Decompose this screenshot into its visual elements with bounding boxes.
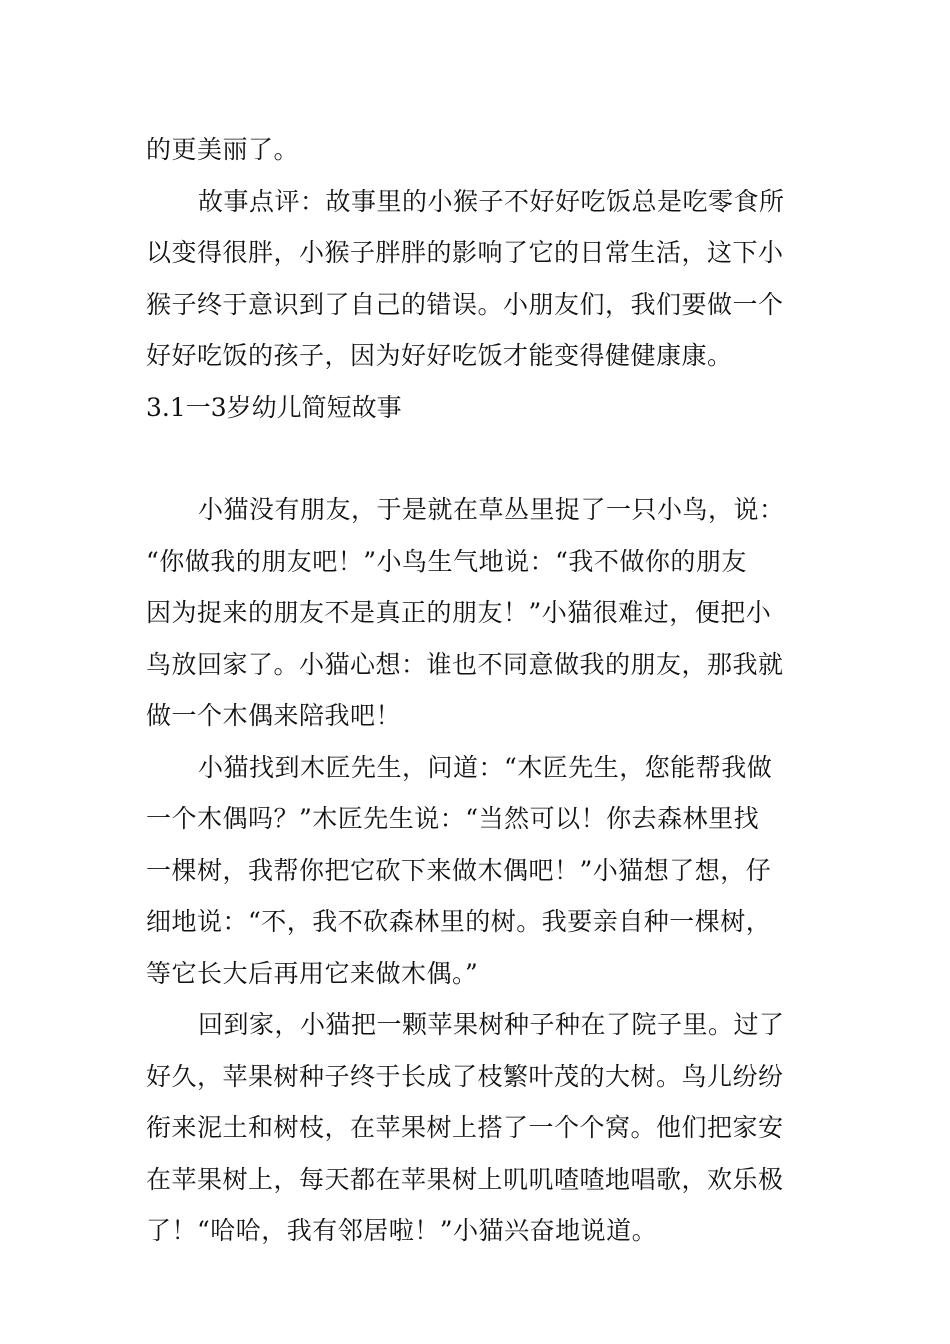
paragraph-line: 细地说：“不，我不砍森林里的树。我要亲自种一棵树， <box>146 907 772 936</box>
paragraph-line: 猴子终于意识到了自己的错误。小朋友们，我们要做一个 <box>146 289 784 319</box>
paragraph-line: “你做我的朋友吧！”小鸟生气地说：“我不做你的朋友 <box>146 546 747 576</box>
paragraph-line: 故事点评：故事里的小猴子不好好吃饭总是吃零食所 <box>198 186 785 216</box>
document-page <box>146 124 808 1257</box>
paragraph-line: 等它长大后再用它来做木偶。” <box>146 958 479 988</box>
paragraph-line: 以变得很胖，小猴子胖胖的影响了它的日常生活，这下小 <box>146 238 784 267</box>
paragraph-line: 好久，苹果树种子终于长成了枝繁叶茂的大树。鸟儿纷纷 <box>146 1061 784 1091</box>
paragraph-line: 了！“哈哈，我有邻居啦！”小猫兴奋地说道。 <box>146 1216 658 1245</box>
paragraph-line: 回到家，小猫把一颗苹果树种子种在了院子里。过了 <box>198 1010 785 1039</box>
paragraph-line: 衔来泥土和树枝，在苹果树上搭了一个个窝。他们把家安 <box>146 1113 784 1142</box>
paragraph-line: 做一个木偶来陪我吧！ <box>146 701 402 730</box>
paragraph-line: 小猫没有朋友，于是就在草丛里捉了一只小鸟，说： <box>198 495 785 524</box>
paragraph-line: 一棵树，我帮你把它砍下来做木偶吧！”小猫想了想，仔 <box>146 855 772 885</box>
paragraph-line: 一个木偶吗？”木匠先生说：“当然可以！你去森林里找 <box>146 804 760 833</box>
paragraph-line: 鸟放回家了。小猫心想：谁也不同意做我的朋友，那我就 <box>146 649 784 679</box>
paragraph-line: 的更美丽了。 <box>146 135 300 164</box>
paragraph-line: 在苹果树上，每天都在苹果树上叽叽喳喳地唱歌，欢乐极 <box>146 1164 784 1194</box>
paragraph-line: 好好吃饭的孩子，因为好好吃饭才能变得健健康康。 <box>146 341 733 370</box>
section-heading: 3.1一3岁幼儿简短故事 <box>146 392 402 422</box>
blank-line <box>146 433 808 484</box>
paragraph-line: 小猫找到木匠先生，问道：“木匠先生，您能帮我做 <box>198 752 773 782</box>
paragraph-line: 因为捉来的朋友不是真正的朋友！”小猫很难过，便把小 <box>146 598 772 627</box>
